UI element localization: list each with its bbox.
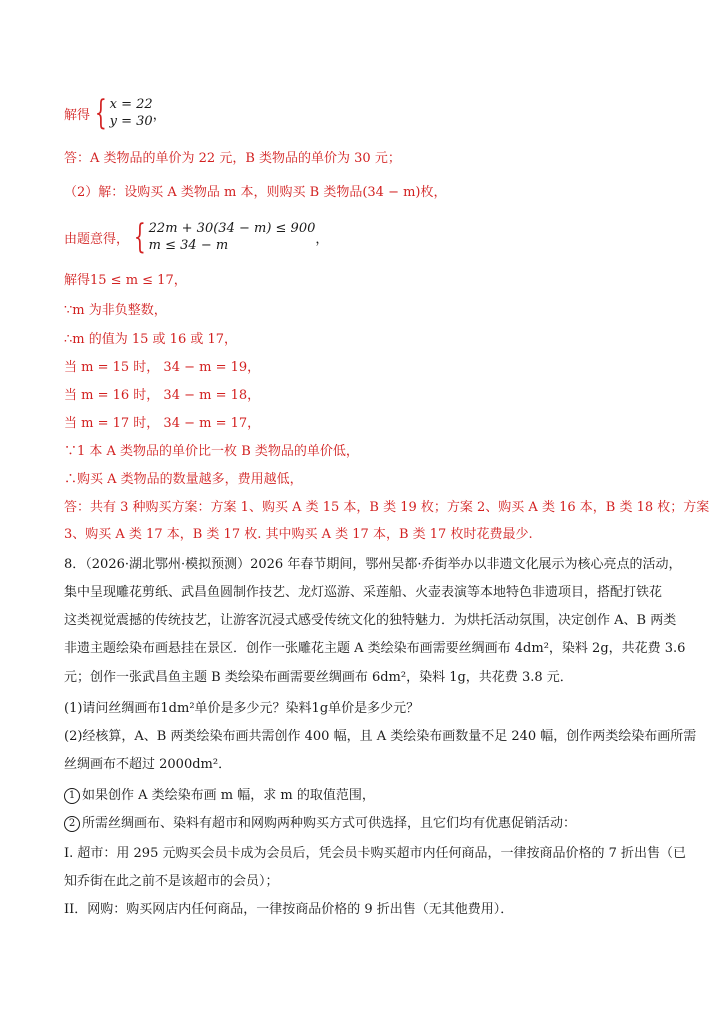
condition-system-line: [64, 217, 329, 257]
circled-number-1: 1: [64, 788, 80, 804]
solve-range: 解得15 ≤ m ≤ 17，: [64, 273, 187, 288]
condition-system: [149, 220, 316, 254]
question-2a-text: 如果创作 A 类绘染布画 m 幅，求 m 的取值范围，: [82, 788, 375, 803]
problem-8-line-4: 非遗主题绘染布画悬挂在景区．创作一张雕花主题 A 类绘染布画需要丝绸画布 4dm²，染料 2g，共花费 3.6: [64, 641, 686, 656]
option-1-line-2: 知乔街在此之前不是该超市的会员）；: [64, 874, 279, 889]
question-2b-text: 所需丝绸画布、染料有超市和网购两种购买方式可供选择，且它们均有优惠促销活动：: [82, 816, 577, 831]
equation-x: x = 22: [109, 97, 153, 112]
brace-icon: {: [133, 217, 146, 257]
therefore-values: ∴m 的值为 15 或 16 或 17，: [64, 332, 238, 347]
option-2: II．网购：购买网店内任何商品，一律按商品价格的 9 折出售（无其他费用）．: [64, 902, 514, 917]
condition-suffix: ，: [315, 231, 329, 247]
answer-1: 答：A 类物品的单价为 22 元，B 类物品的单价为 30 元；: [64, 151, 401, 166]
case-17: 当 m = 17 时， 34 − m = 17，: [64, 416, 261, 431]
solution-system: [110, 96, 153, 130]
solve-prefix: 解得: [64, 107, 91, 123]
inequality-2: m ≤ 34 − m: [148, 238, 229, 253]
case-16: 当 m = 16 时， 34 − m = 18，: [64, 388, 261, 403]
problem-8-line-2: 集中呈现雕花剪纸、武昌鱼圆制作技艺、龙灯巡游、采莲船、火壶表演等本地特色非遗项目，搭配打铁花: [64, 585, 663, 600]
therefore-cost: ∴购买 A 类物品的数量越多，费用越低，: [64, 472, 303, 487]
problem-8-line-1: 8．（2026·湖北鄂州·模拟预测）2026 年春节期间，鄂州吴都·乔街举办以非遗文化展示为核心亮点的活动，: [64, 557, 682, 572]
condition-prefix: 由题意得，: [64, 231, 130, 247]
problem-8-line-3: 这类视觉震撼的传统技艺，让游客沉浸式感受传统文化的独特魅力．为烘托活动氛围，决定创作 A、B 两类: [64, 613, 677, 628]
solve-suffix: ，: [152, 107, 166, 123]
question-2a: [64, 787, 375, 805]
because-integer: ∵m 为非负整数，: [64, 303, 167, 318]
equation-y: y = 30: [109, 114, 153, 129]
problem-8-line-5: 元；创作一张武昌鱼主题 B 类绘染布画需要丝绸画布 6dm²，染料 1g，共花费 3.8 元．: [64, 670, 573, 685]
case-15: 当 m = 15 时， 34 − m = 19，: [64, 360, 261, 375]
inequality-1: 22m + 30(34 − m) ≤ 900: [148, 221, 316, 236]
option-1-line-1: I. 超市：用 295 元购买会员卡成为会员后，凭会员卡购买超市内任何商品，一律按商品价格的 7 折出售（已: [64, 846, 687, 861]
answer-2-line-1: 答：共有 3 种购买方案：方案 1、购买 A 类 15 本，B 类 19 枚；方案 2、购买 A 类 16 本，B 类 18 枚；方案: [64, 500, 710, 515]
part-2-setup: （2）解：设购买 A 类物品 m 本，则购买 B 类物品(34 − m)枚，: [64, 185, 447, 200]
brace-icon: {: [94, 93, 107, 133]
question-2b: [64, 815, 576, 833]
answer-2-line-2: 3、购买 A 类 17 本，B 类 17 枚. 其中购买 A 类 17 本，B 类 17 枚时花费最少.: [64, 527, 533, 542]
question-1: (1)请问丝绸画布1dm²单价是多少元？染料1g单价是多少元？: [64, 701, 420, 716]
question-2-line-2: 丝绸画布不超过 2000dm²．: [64, 757, 232, 772]
circled-number-2: 2: [64, 816, 80, 832]
because-price: ∵1 本 A 类物品的单价比一枚 B 类物品的单价低，: [64, 444, 359, 459]
solve-system-line: [64, 93, 166, 133]
question-2-line-1: (2)经核算，A、B 两类绘染布画共需创作 400 幅，且 A 类绘染布画数量不足 240 幅，创作两类绘染布画所需: [64, 729, 697, 744]
